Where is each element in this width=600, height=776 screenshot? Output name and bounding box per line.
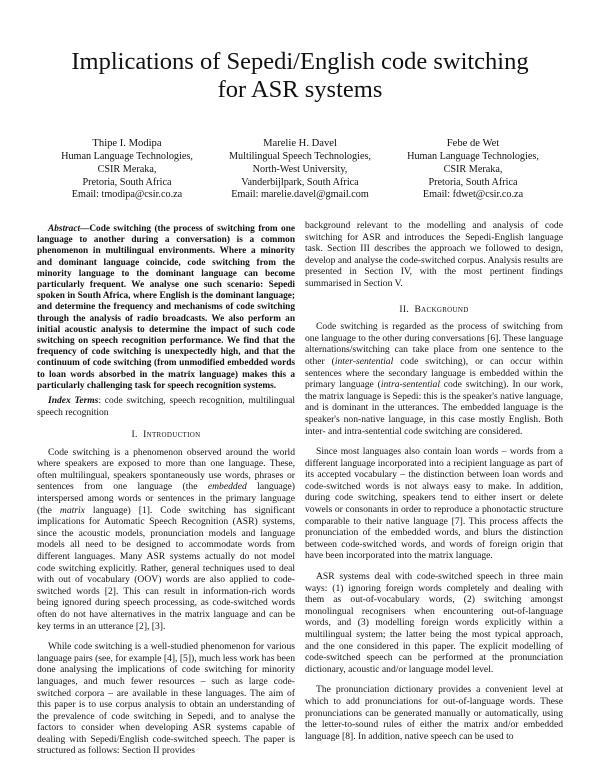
abstract bbox=[37, 224, 295, 392]
title-line-2: for ASR systems bbox=[217, 76, 383, 103]
author-name: Thipe I. Modipa bbox=[92, 138, 162, 149]
abstract-text: —Code switching (the process of switching from one language to another during a conversation) is a common phenomenon in multilingual environments. Where a minority and dominant language coincide, code switching from the minority language to the dominant language can become particularly frequent. We analyse one such scenario: Sepedi spoken in South Africa, where English is the dominant language; and determine the frequency and mechanisms of code switching through the analysis of radio broadcasts. We also perform an initial acoustic analysis to determine the impact of such code switching on speech recognition performance. We find that the frequency of code switching is unexpectedly high, and that the continuum of code switching (from unmodified embedded words to loan words absorbed in the matrix language) makes this a particularly challenging task for speech recognition systems. bbox=[37, 224, 295, 391]
text-run: language) interspersed among words or sentences in the primary language (the bbox=[37, 481, 295, 516]
emphasis-text: embedded bbox=[207, 481, 247, 493]
section-heading-background bbox=[305, 304, 563, 316]
emphasis-text: matrix bbox=[59, 504, 85, 516]
author-email: Email: tmodipa@csir.co.za bbox=[71, 189, 183, 201]
background-paragraph-3: ASR systems deal with code-switched speech in three main ways: (1) ignoring foreign words completely and dealing with them as out-of-vocabulary words, (2) switching amongst monolingual recognisers when encountering out-of-language words, and (3) modelling foreign words explicitly within a multilingual system; the latter being the most typical approach, and the one considered in this paper. The explicit modelling of code-switched speech can be performed at the pronunciation dictionary, acoustic and/or language model level. bbox=[305, 571, 563, 675]
author-block bbox=[40, 137, 560, 217]
author-affiliation: CSIR Meraka, bbox=[97, 163, 157, 175]
intro-paragraph-1 bbox=[37, 447, 295, 633]
text-run: code switching), or can occur within sentences where the secondary language is embedded within the primary language ( bbox=[305, 355, 563, 391]
intro-paragraph-2: While code switching is a well-studied phenomenon for various language pairs (see, for example [4], [5]), much less work has been done analysing the implications of code switching for minority languages, and much fewer resources – such as large code-switched corpora – are available in these languages. The aim of this paper is to use corpus analysis to obtain an understanding of the prevalence of code switching in Sepedi, and to analyse the factors to consider when developing ASR systems capable of dealing with Sepedi/English code-switched speech. The paper is structured as follows: Section II provides bbox=[37, 641, 295, 757]
index-terms bbox=[37, 396, 295, 419]
author-name: Marelie H. Davel bbox=[263, 138, 337, 149]
section-number: II. bbox=[399, 303, 410, 315]
section-number: I. bbox=[131, 429, 138, 441]
section-title: Introduction bbox=[143, 429, 201, 441]
right-column bbox=[305, 220, 563, 742]
author-email: Email: marelie.davel@gmail.com bbox=[231, 189, 369, 201]
author-location: Vanderbijlpark, South Africa bbox=[241, 176, 359, 188]
background-paragraph-4: The pronunciation dictionary provides a convenient level at which to add pronunciations for out-of-language words. These pronunciations can be generated manually or automatically, using the letter-to-sound rules of either the matrix and/or embedded language [8]. In addition, native speech can be used to bbox=[305, 684, 563, 742]
text-run: Code switching is a phenomenon observed around the world where speakers are exposed to more than one language. These, often multilingual, speakers spontaneously use words, phrases or sentences from one language (the bbox=[37, 446, 295, 493]
author-location: Pretoria, South Africa bbox=[428, 176, 518, 188]
index-terms-label: Index Terms bbox=[48, 396, 99, 407]
author-affiliation: North-West University, bbox=[252, 163, 348, 175]
author-email: Email: fdwet@csir.co.za bbox=[422, 189, 524, 201]
background-paragraph-1 bbox=[305, 321, 563, 437]
text-run: Code switching is regarded as the process of switching from one language to the other during conversations [6]. These language alternations/switching can take place from one sentence to the other ( bbox=[305, 321, 563, 367]
intro-paragraph-3: background relevant to the modelling and analysis of code switching for ASR and introduces the Sepedi-English language task. Section III describes the approach we followed to design, develop and analyse the code-switched corpus. Analysis results are presented in Section IV, with the most pertinent findings summarised in Section V. bbox=[305, 220, 563, 289]
author-name: Febe de Wet bbox=[446, 138, 500, 149]
text-run: language) [1]. Code switching has significant implications for Automatic Speech Recognition (ASR) systems, since the acoustic models, pronunciation models and language models all need to be designed to accommodate words from different languages. Many ASR systems actually do not model code switching explicitly. Rather, general techniques used to deal with out of vocabulary (OOV) words are also applied to code-switched words [2]. This can result in information-rich words being ignored during speech processing, as code-switched words often do not have alternatives in the matrix language and can be key terms in an utterance [2], [3]. bbox=[37, 504, 295, 632]
abstract-label: Abstract bbox=[48, 224, 81, 234]
title-line-1: Implications of Sepedi/English code switching bbox=[71, 48, 529, 75]
background-paragraph-2: Since most languages also contain loan words – words from a different language incorporated into a recipient language as part of its accepted vocabulary – the distinction between loan words and code-switched words is not always easy to make. In addition, during code switching, speakers tend to either insert or delete vowels or consonants in order to reproduce a phonotactic structure comparable to their native language [7]. This process affects the pronunciation of the embedded words, and blurs the distinction between code-switched words, and words of foreign origin that have been incorporated into the matrix language. bbox=[305, 446, 563, 562]
author-affiliation: CSIR Meraka, bbox=[443, 163, 503, 175]
author-1 bbox=[40, 137, 214, 202]
author-affiliation: Multilingual Speech Technologies, bbox=[229, 151, 371, 162]
emphasis-text: intra-sentential bbox=[380, 379, 440, 391]
section-heading-introduction bbox=[37, 429, 295, 441]
author-3 bbox=[386, 137, 560, 202]
text-run: code switching). In our work, the matrix language is Sepedi: this is the speaker's native language, and is dominant in the utterances. The embedded language is the speaker's non-native language, in this case mostly English. Both inter- and intra-sentential code switching are considered. bbox=[305, 379, 563, 437]
author-affiliation: Human Language Technologies, bbox=[407, 151, 539, 162]
author-location: Pretoria, South Africa bbox=[82, 176, 172, 188]
paper-title bbox=[40, 48, 560, 104]
index-terms-text: : code switching, speech recognition, multilingual speech recognition bbox=[37, 396, 295, 418]
author-2 bbox=[213, 137, 387, 202]
author-affiliation: Human Language Technologies, bbox=[61, 151, 193, 162]
section-title: Background bbox=[414, 303, 469, 315]
left-column bbox=[37, 224, 295, 757]
emphasis-text: inter-sentential bbox=[334, 355, 394, 367]
